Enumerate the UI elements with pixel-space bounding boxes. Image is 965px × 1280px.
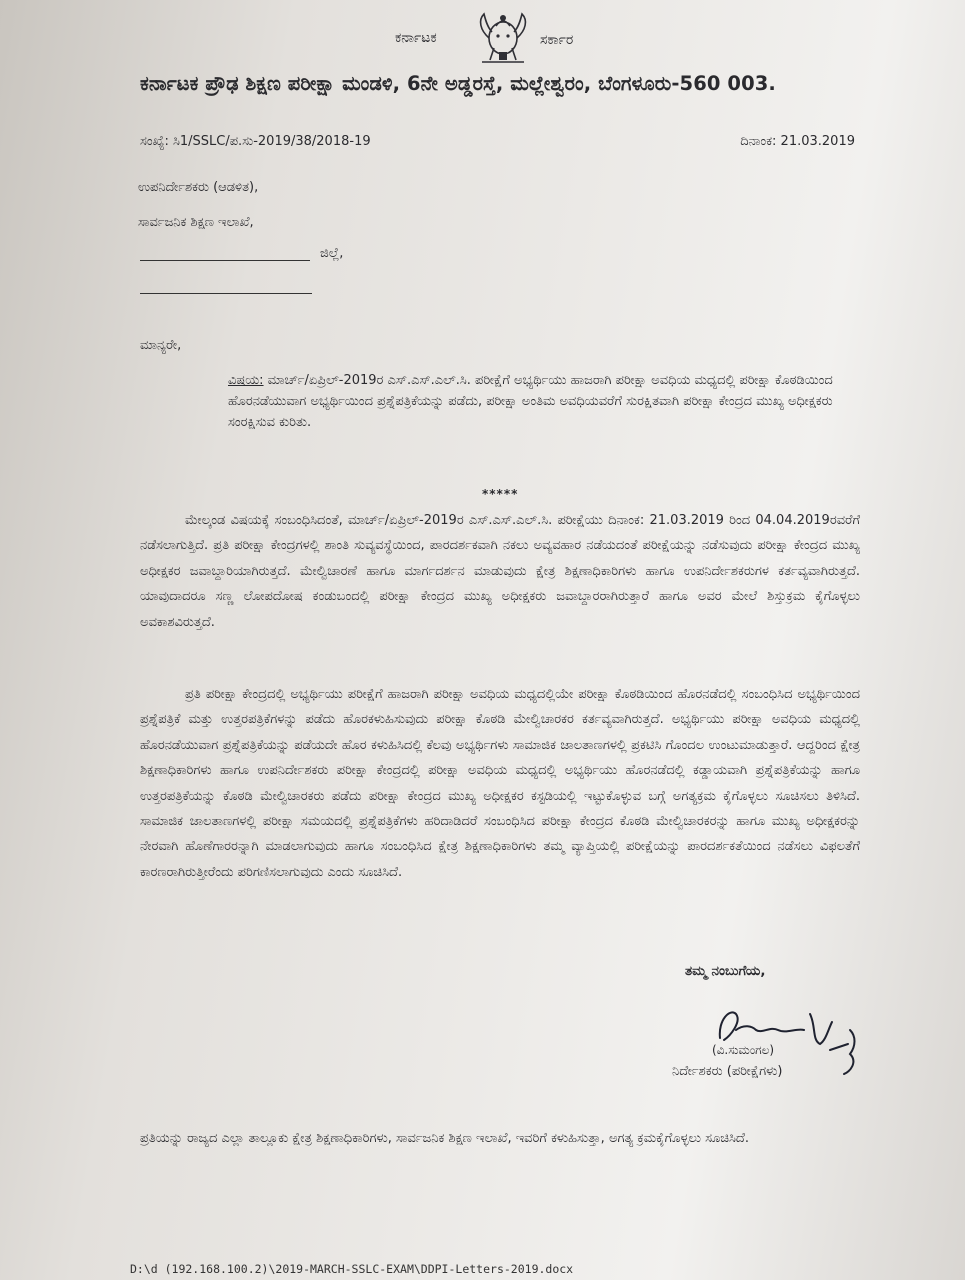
government-label-left: ಕರ್ನಾಟಕ: [395, 30, 437, 46]
letter-date: ದಿನಾಂಕ: 21.03.2019: [740, 134, 855, 149]
letterhead: [0, 8, 965, 68]
district-label: ಜಿಲ್ಲೆ,: [320, 246, 344, 261]
separator-stars: *****: [482, 487, 519, 501]
district-blank-line: [140, 260, 310, 261]
reference-row: [140, 134, 855, 149]
subject-text: ಮಾರ್ಚ್/ಏಪ್ರಿಲ್-2019ರ ಎಸ್.ಎಸ್.ಎಲ್.ಸಿ. ಪರೀಕ್ಷೆಗೆ ಅಭ್ಯರ್ಥಿಯು ಹಾಜರಾಗಿ ಪರೀಕ್ಷಾ ಅವಧಿಯ ಮಧ್ಯದಲ್ಲಿ ಪರೀಕ್ಷಾ ಕೊಠಡಿಯಿಂದ ಹೊರನಡೆಯುವಾಗ ಅಭ್ಯರ್ಥಿಯಿಂದ ಪ್ರಶ್ನೆಪತ್ರಿಕೆಯನ್ನು ಪಡೆದು, ಪರೀಕ್ಷಾ ಅಂತಿಮ ಅವಧಿಯವರೆಗೆ ಸುರಕ್ಷಿತವಾಗಿ ಪರೀಕ್ಷಾ ಕೇಂದ್ರದ ಮುಖ್ಯ ಅಧೀಕ್ಷಕರು ಸಂರಕ್ಷಿಸುವ ಕುರಿತು.: [228, 373, 833, 430]
body-paragraph-1: [140, 508, 860, 635]
closing-phrase: ತಮ್ಮ ನಂಬುಗೆಯ,: [685, 963, 766, 979]
reference-number: ಸಂಖ್ಯೆ: ಸಿ1/SSLC/ಪ.ಸು-2019/38/2018-19: [140, 134, 371, 149]
karnataka-state-emblem-icon: [468, 8, 538, 68]
body-paragraph-2: [140, 682, 860, 885]
copy-forward-note: ಪ್ರತಿಯನ್ನು ರಾಜ್ಯದ ಎಲ್ಲಾ ತಾಲ್ಲೂಕು ಕ್ಷೇತ್ರ ಶಿಕ್ಷಣಾಧಿಕಾರಿಗಳು, ಸಾರ್ವಜನಿಕ ಶಿಕ್ಷಣ ಇಲಾಖೆ, ಇವರಿಗೆ ಕಳುಹಿಸುತ್ತಾ, ಅಗತ್ಯ ಕ್ರಮಕೈಗೊಳ್ಳಲು ಸೂಚಿಸಿದೆ.: [140, 1131, 749, 1146]
paragraph-text: ಪ್ರತಿ ಪರೀಕ್ಷಾ ಕೇಂದ್ರದಲ್ಲಿ ಅಭ್ಯರ್ಥಿಯು ಪರೀಕ್ಷೆಗೆ ಹಾಜರಾಗಿ ಪರೀಕ್ಷಾ ಅವಧಿಯ ಮಧ್ಯದಲ್ಲಿಯೇ ಪರೀಕ್ಷಾ ಕೊಠಡಿಯಿಂದ ಹೊರನಡೆದಲ್ಲಿ ಸಂಬಂಧಿಸಿದ ಅಭ್ಯರ್ಥಿಯಿಂದ ಪ್ರಶ್ನೆಪತ್ರಿಕೆ ಮತ್ತು ಉತ್ತರಪತ್ರಿಕೆಗಳನ್ನು ಪಡೆದು ಹೊರಕಳುಹಿಸುವುದು ಪರೀಕ್ಷಾ ಕೊಠಡಿ ಮೇಲ್ವಿಚಾರಕರ ಕರ್ತವ್ಯವಾಗಿರುತ್ತದೆ. ಅಭ್ಯರ್ಥಿಯು ಪರೀಕ್ಷಾ ಅವಧಿಯ ಮಧ್ಯದಲ್ಲಿ ಹೊರನಡೆಯುವಾಗ ಪ್ರಶ್ನೆಪತ್ರಿಕೆಯನ್ನು ಪಡೆಯದೇ ಹೊರ ಕಳುಹಿಸಿದಲ್ಲಿ ಕೆಲವು ಅಭ್ಯರ್ಥಿಗಳು ಸಾಮಾಜಿಕ ಜಾಲತಾಣಗಳಲ್ಲಿ ಪ್ರಕಟಿಸಿ ಗೊಂದಲ ಉಂಟುಮಾಡುತ್ತಾರೆ. ಆದ್ದರಿಂದ ಕ್ಷೇತ್ರ ಶಿಕ್ಷಣಾಧಿಕಾರಿಗಳು ಹಾಗೂ ಉಪನಿರ್ದೇಶಕರು ಪರೀಕ್ಷಾ ಕೇಂದ್ರದಲ್ಲಿ ಪರೀಕ್ಷಾ ಅವಧಿಯ ಮಧ್ಯದಲ್ಲಿ ಅಭ್ಯರ್ಥಿಯು ಹೊರನಡೆದಲ್ಲಿ ಕಡ್ಡಾಯವಾಗಿ ಪ್ರಶ್ನೆಪತ್ರಿಕೆಯನ್ನು ಹಾಗೂ ಉತ್ತರಪತ್ರಿಕೆಯನ್ನು ಕೊಠಡಿ ಮೇಲ್ವಿಚಾರಕರು ಪಡೆದು ಪರೀಕ್ಷಾ ಕೇಂದ್ರದ ಮುಖ್ಯ ಅಧೀಕ್ಷಕರ ಕಸ್ಟಡಿಯಲ್ಲಿ ಇಟ್ಟುಕೊಳ್ಳುವ ಬಗ್ಗೆ ಅಗತ್ಯಕ್ರಮ ಕೈಗೊಳ್ಳಲು ಸೂಚಿಸಲು ತಿಳಿಸಿದೆ. ಸಾಮಾಜಿಕ ಜಾಲತಾಣಗಳಲ್ಲಿ ಪರೀಕ್ಷಾ ಸಮಯದಲ್ಲಿ ಪ್ರಶ್ನೆಪತ್ರಿಕೆಗಳು ಹರಿದಾಡಿದರೆ ಸಂಬಂಧಿಸಿದ ಪರೀಕ್ಷಾ ಕೇಂದ್ರದ ಕೊಠಡಿ ಮೇಲ್ವಿಚಾರಕರನ್ನು ಹಾಗೂ ಮುಖ್ಯ ಅಧೀಕ್ಷಕರನ್ನು ನೇರವಾಗಿ ಹೊಣೆಗಾರರನ್ನಾಗಿ ಮಾಡಲಾಗುವುದು ಹಾಗೂ ಸಂಬಂಧಿಸಿದ ಕ್ಷೇತ್ರ ಶಿಕ್ಷಣಾಧಿಕಾರಿಗಳು ತಮ್ಮ ವ್ಯಾಪ್ತಿಯಲ್ಲಿ ಪರೀಕ್ಷೆಯನ್ನು ಪಾರದರ್ಶಕತೆಯಿಂದ ನಡೆಸಲು ವಿಫಲತೆಗೆ ಕಾರಣರಾಗಿರುತ್ತೀರೆಂದು ಪರಿಗಣಿಸಲಾಗುವುದು ಎಂದು ಸೂಚಿಸಿದೆ.: [140, 687, 860, 880]
salutation: ಮಾನ್ಯರೇ,: [140, 338, 182, 353]
government-label-right: ಸರ್ಕಾರ: [540, 32, 574, 48]
address-blank-line: [140, 293, 312, 294]
subject-block: [228, 370, 853, 433]
file-path-footer: D:\d (192.168.100.2)\2019-MARCH-SSLC-EXAM\DDPI-Letters-2019.docx: [130, 1262, 574, 1276]
subject-label: ವಿಷಯ:: [228, 373, 264, 388]
board-title: ಕರ್ನಾಟಕ ಪ್ರೌಢ ಶಿಕ್ಷಣ ಪರೀಕ್ಷಾ ಮಂಡಳಿ, 6ನೇ ಅಡ್ಡರಸ್ತೆ, ಮಲ್ಲೇಶ್ವರಂ, ಬೆಂಗಳೂರು-560 003.: [140, 72, 776, 95]
addressee-line-1: ಉಪನಿರ್ದೇಶಕರು (ಆಡಳಿತ),: [138, 180, 259, 195]
signatory-title: ನಿರ್ದೇಶಕರು (ಪರೀಕ್ಷೆಗಳು): [672, 1064, 783, 1079]
signatory-name: (ವಿ.ಸುಮಂಗಲ): [712, 1043, 775, 1057]
addressee-line-2: ಸಾರ್ವಜನಿಕ ಶಿಕ್ಷಣ ಇಲಾಖೆ,: [138, 215, 254, 230]
paragraph-text: ಮೇಲ್ಕಂಡ ವಿಷಯಕ್ಕೆ ಸಂಬಂಧಿಸಿದಂತೆ, ಮಾರ್ಚ್/ಏಪ್ರಿಲ್-2019ರ ಎಸ್.ಎಸ್.ಎಲ್.ಸಿ. ಪರೀಕ್ಷೆಯು ದಿನಾಂಕ: 21.03.2019 ರಿಂದ 04.04.2019ರವರೆಗೆ ನಡೆಸಲಾಗುತ್ತಿದೆ. ಪ್ರತಿ ಪರೀಕ್ಷಾ ಕೇಂದ್ರಗಳಲ್ಲಿ ಶಾಂತಿ ಸುವ್ಯವಸ್ಥೆಯಿಂದ, ಪಾರದರ್ಶಕವಾಗಿ ನಕಲು ಅವ್ಯವಹಾರ ನಡೆಯದಂತೆ ಪರೀಕ್ಷೆಯನ್ನು ನಡೆಸುವುದು ಪರೀಕ್ಷಾ ಕೇಂದ್ರದ ಮುಖ್ಯ ಅಧೀಕ್ಷಕರ ಜವಾಬ್ದಾರಿಯಾಗಿರುತ್ತದೆ. ಮೇಲ್ವಿಚಾರಣೆ ಹಾಗೂ ಮಾರ್ಗದರ್ಶನ ಮಾಡುವುದು ಕ್ಷೇತ್ರ ಶಿಕ್ಷಣಾಧಿಕಾರಿಗಳು ಹಾಗೂ ಉಪನಿರ್ದೇಶಕರುಗಳ ಕರ್ತವ್ಯವಾಗಿರುತ್ತದೆ. ಯಾವುದಾದರೂ ಸಣ್ಣ ಲೋಪದೋಷ ಕಂಡುಬಂದಲ್ಲಿ ಪರೀಕ್ಷಾ ಕೇಂದ್ರದ ಮುಖ್ಯ ಅಧೀಕ್ಷಕರು ಜವಾಬ್ದಾರರಾಗಿರುತ್ತಾರೆ ಹಾಗೂ ಅವರ ಮೇಲೆ ಶಿಸ್ತುಕ್ರಮ ಕೈಗೊಳ್ಳಲು ಅವಕಾಶವಿರುತ್ತದೆ.: [140, 513, 860, 630]
